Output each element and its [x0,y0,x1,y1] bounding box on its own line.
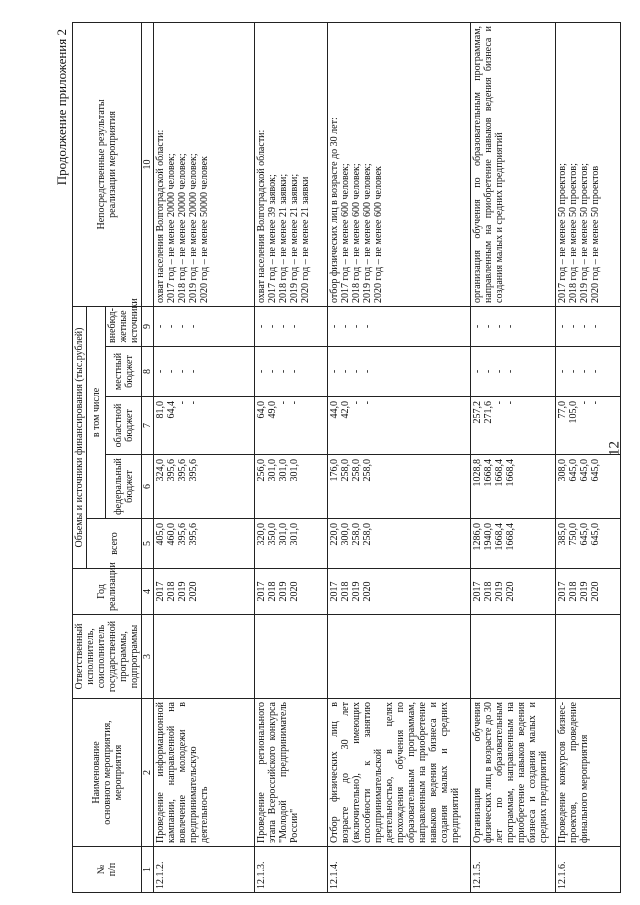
row-federal: 176,0 258,0 258,0 258,0 [328,455,471,519]
row-total: 220,0 300,0 258,0 258,0 [328,519,471,569]
table-row [255,22,328,892]
col-number: 5 [142,519,154,569]
row-extra: - - - - [471,306,556,346]
funding-table [72,22,621,893]
row-number: 12.1.6. [556,847,621,893]
row-responsible [556,615,621,699]
row-results: 2017 год – не менее 50 проектов; 2018 год – не менее 50 проектов; 2019 год – не менее 50 проектов; 2020 год – не менее 50 проектов [556,22,621,306]
row-local: - - - - [471,347,556,397]
row-years: 2017 2018 2019 2020 [471,569,556,615]
row-name: Проведение конкурсов бизнес-проектов, проведение финального мероприятия [556,699,621,847]
page-number: 12 [606,441,623,456]
header-regional: областной бюджет [106,397,142,455]
row-responsible [154,615,255,699]
continuation-note: Продолжение приложения 2 [54,29,69,186]
row-local: - - - - [255,347,328,397]
col-number: 10 [142,22,154,306]
row-name: Организация обучения физических лиц в возрасте до 30 лет по образовательным программам, направленным на приобретение навыков ведения бизнеса и создания малых и средних предприятий [471,699,556,847]
row-years: 2017 2018 2019 2020 [556,569,621,615]
col-number: 8 [142,347,154,397]
row-total: 320,0 350,0 301,0 301,0 [255,519,328,569]
row-name: Проведение регионального этапа Всероссийского конкурса "Молодой предприниматель России" [255,699,328,847]
col-number: 7 [142,397,154,455]
header-year: Год реализации [73,569,142,615]
row-responsible [255,615,328,699]
row-federal: 1028,8 1668,4 1668,4 1668,4 [471,455,556,519]
col-number: 2 [142,699,154,847]
row-number: 12.1.4. [328,847,471,893]
row-results: отбор физических лиц в возрасте до 30 лет: 2017 год – не менее 600 человек; 2018 год – не менее 600 человек; 2019 год – не менее 600 человек; 2020 год – не менее 600 человек [328,22,471,306]
row-results: организация обучения по образовательным программам, направленным на приобретение навыков ведения бизнеса и создания малых и средних предприятий [471,22,556,306]
row-results: охват населения Волгоградской области: 2017 год – не менее 39 заявок; 2018 год – не менее 21 заявки; 2019 год – не менее 21 заявки; 2020 год – не менее 21 заявки [255,22,328,306]
row-number: 12.1.2. [154,847,255,893]
row-regional: 77,0 105,0 - - [556,397,621,455]
row-federal: 308,0 645,0 645,0 645,0 [556,455,621,519]
row-years: 2017 2018 2019 2020 [255,569,328,615]
row-name: Проведение информационной кампании, направленной на вовлечение молодежи в предпринимательскую деятельность [154,699,255,847]
table-row [328,22,471,892]
row-local: - - - - [556,347,621,397]
col-number: 1 [142,847,154,893]
header-local: местный бюджет [106,347,142,397]
col-number: 3 [142,615,154,699]
row-number: 12.1.5. [471,847,556,893]
row-extra: - - - - [556,306,621,346]
row-extra: - - - - [255,306,328,346]
row-regional: 64,0 49,0 - - [255,397,328,455]
header-including: в том числе [87,306,106,518]
header-responsible: Ответственный исполнитель, соисполнитель государственной программы, подпрограммы [73,615,142,699]
header-total: всего [87,519,142,569]
row-responsible [471,615,556,699]
col-number: 9 [142,306,154,346]
table-row [556,22,621,892]
row-number: 12.1.3. [255,847,328,893]
table-sheet [52,23,600,893]
header-extra: внебюд- жетные источники [106,306,142,346]
header-name: Наименование основного мероприятия, мероприятия [73,699,142,847]
col-number: 4 [142,569,154,615]
row-years: 2017 2018 2019 2020 [328,569,471,615]
row-federal: 256,0 301,0 301,0 301,0 [255,455,328,519]
row-responsible [328,615,471,699]
table-row [154,22,255,892]
header-results: Непосредственные результаты реализации мероприятия [73,22,142,306]
row-total: 1286,0 1940,0 1668,4 1668,4 [471,519,556,569]
table-row [471,22,556,892]
col-number: 6 [142,455,154,519]
header-no: № п/п [73,847,142,893]
row-local: - - - - [328,347,471,397]
row-name: Отбор физических лиц в возрасте до 30 лет (включительно), имеющих способности к занятию предпринимательской деятельностью, в целях прохождения обучения по образовательным программам, направленным на приобретение навыков ведения бизнеса и создания малых и средних предприятий [328,699,471,847]
row-extra: - - - - [154,306,255,346]
row-results: охват населения Волгоградской области: 2017 год – не менее 20000 человек; 2018 год – не менее 20000 человек; 2019 год – не менее 20000 человек; 2020 год – не менее 50000 человек [154,22,255,306]
row-regional: 81,0 64,4 - - [154,397,255,455]
row-local: - - - - [154,347,255,397]
row-federal: 324,0 395,6 395,6 395,6 [154,455,255,519]
header-funding: Объемы и источники финансирования (тыс.рублей) [73,306,87,568]
row-total: 385,0 750,0 645,0 645,0 [556,519,621,569]
row-extra: - - - - [328,306,471,346]
row-regional: 257,2 271,6 - - [471,397,556,455]
row-regional: 44,0 42,0 - - [328,397,471,455]
row-total: 405,0 460,0 395,6 395,6 [154,519,255,569]
row-years: 2017 2018 2019 2020 [154,569,255,615]
header-federal: федеральный бюджет [106,455,142,519]
